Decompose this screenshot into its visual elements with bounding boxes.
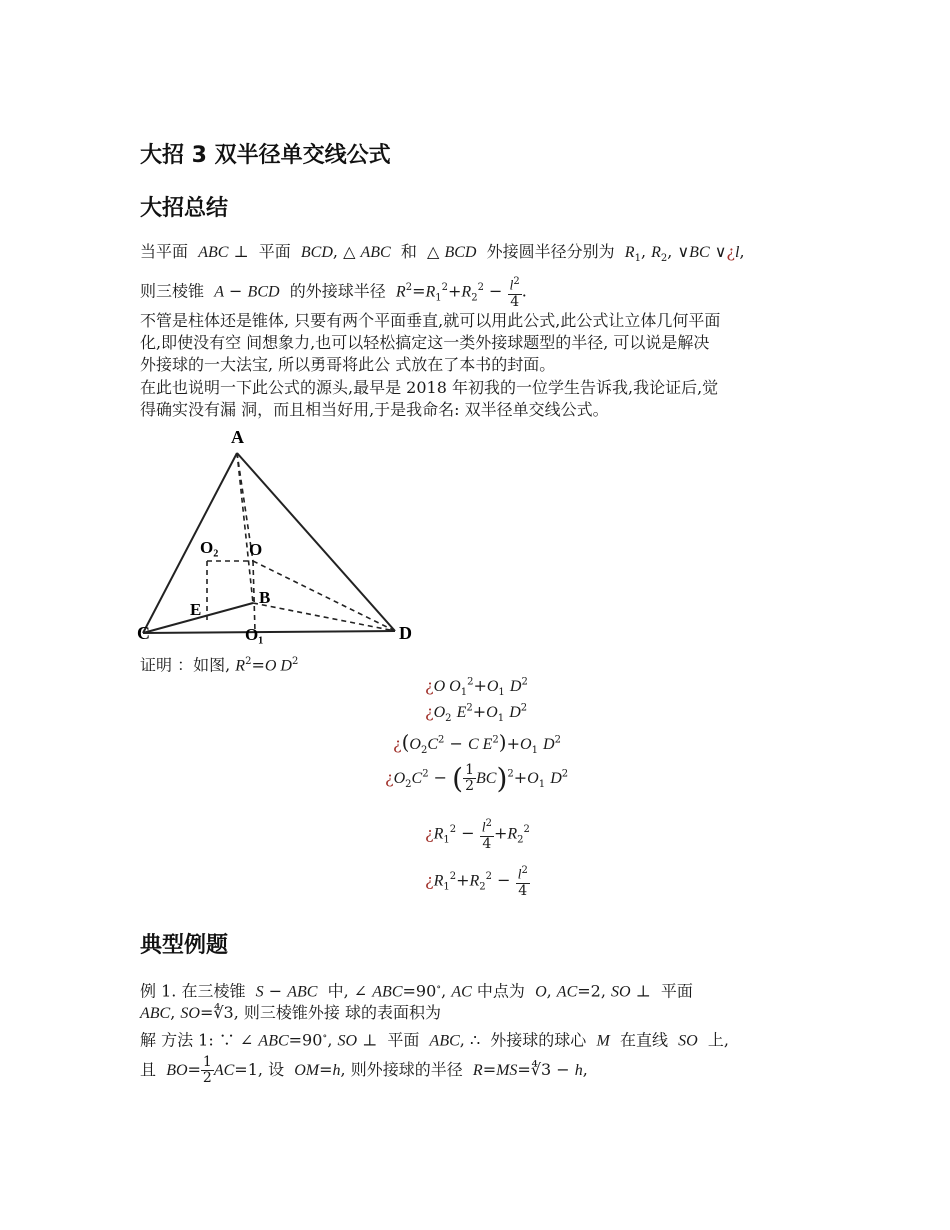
page-title: 大招 3 双半径单交线公式 (140, 143, 391, 168)
segment-O-D (253, 561, 395, 631)
proof-step-2: ¿$O_2$ $E^2+O_1$ $D^2$ (425, 702, 528, 725)
example-1-solution-line-1: 解 方法 1: ∵ ∠ ABC=90∘, SO ⊥ 平面 ABC, ∴ 外接球的球心 M 在直线 SO 上, (140, 1030, 729, 1050)
section-heading-examples: 典型例题 (140, 933, 229, 958)
label-B: B (259, 588, 271, 607)
label-C: C (137, 623, 150, 643)
edge-CD (143, 631, 395, 633)
example-1-line-1: 例 1. 在三棱锥 S − ABC 中, ∠ ABC=90∘, AC 中点为 O, AC=2, SO ⊥ 平面 (140, 981, 693, 1001)
example-1-line-2: ABC, SO=∜3, 则三棱锥外接 球的表面积为 (140, 1003, 441, 1022)
tetrahedron-figure (135, 425, 425, 647)
label-D: D (399, 623, 412, 643)
label-O2: O₂ (200, 538, 219, 557)
section-heading-summary: 大招总结 (140, 196, 229, 221)
summary-para-1-line-3: 外接球的一大法宝, 所以勇哥将此公 式放在了本书的封面。 (140, 355, 556, 374)
summary-para-1-line-1: 不管是柱体还是锥体, 只要有两个平面垂直,就可以用此公式,此公式让立体几何平面 (140, 311, 721, 330)
summary-line-1: 当平面 ABC ⊥ 平面 BCD, △ ABC 和 △ BCD 外接圆半径分别为 $R_1$, $R_2$, ∨BC ∨¿l, (140, 242, 745, 265)
label-O: O (249, 540, 263, 559)
proof-step-1: ¿O $O_1^2+O_1$ $D^2$ (425, 676, 528, 699)
proof-step-4: ¿$O_2C^2$ − ( $\frac{1}{2}$ $BC)^2+O_1$ $D^2$ (385, 762, 569, 795)
label-A: A (231, 427, 244, 447)
proof-step-5: ¿$R_1^2$ − $\frac{l^2}{4}$ $+R_2^2$ (425, 818, 530, 852)
proof-lead: 证明 ：如图, $R^2=O$ $D^2$ (140, 655, 299, 675)
example-1-solution-line-2: 且 BO= $\frac{1}{2}$ AC=1, 设 OM=h, 则外接球的半径 R=MS=∜3 − h, (140, 1054, 588, 1086)
edge-AB (237, 453, 253, 603)
proof-step-3: ¿($O_2C^2 - C$ $E^2)+O_1$ $D^2$ (393, 730, 561, 757)
summary-line-2: 则三棱锥 A − BCD 的外接球半径 $R^2=R_1^2+R_2^2$ − $\frac{l^2}{4}$ . (140, 276, 527, 310)
summary-para-2-line-1: 在此也说明一下此公式的源头,最早是 2018 年初我的一位学生告诉我,我论证后,觉 (140, 378, 719, 397)
segment-O-O1 (253, 561, 255, 632)
summary-para-1-line-2: 化,即使没有空 间想象力,也可以轻松搞定这一类外接球题型的半径, 可以说是解决 (140, 333, 710, 352)
summary-para-2-line-2: 得确实没有漏 洞，而且相当好用,于是我命名: 双半径单交线公式。 (140, 400, 609, 419)
label-O1: O₁ (245, 625, 264, 644)
proof-step-6: ¿$R_1^2+R_2^2$ − $\frac{l^2}{4}$ (425, 865, 528, 899)
label-E: E (190, 600, 202, 619)
